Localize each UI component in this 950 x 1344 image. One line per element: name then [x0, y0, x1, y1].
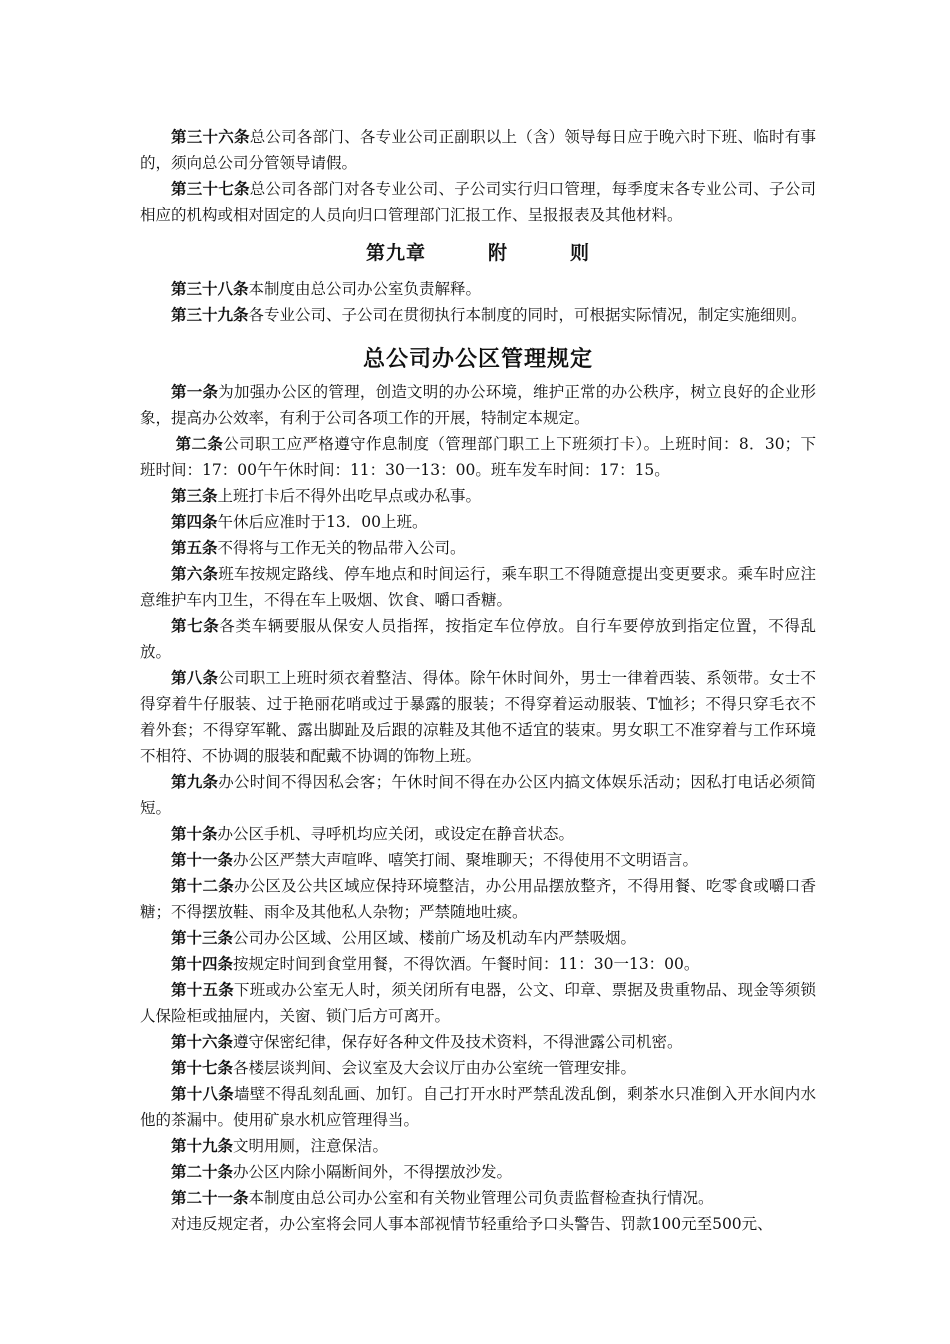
- article-text: 遵守保密纪律，保存好各种文件及技术资料，不得泄露公司机密。: [233, 1033, 683, 1051]
- article-number: 第十条: [171, 824, 218, 843]
- article-17: [140, 1055, 816, 1081]
- chapter-word-2: 则: [570, 242, 591, 264]
- article-text: 不得将与工作无关的物品带入公司。: [217, 539, 466, 557]
- article-18: [140, 1081, 816, 1133]
- article-number: 第六条: [171, 564, 219, 583]
- article-number: 第四条: [171, 512, 218, 531]
- article-11: [140, 847, 816, 873]
- article-21: [140, 1185, 816, 1211]
- article-number: 第三十七条: [171, 179, 250, 198]
- article-text: 公司职工应严格遵守作息制度（管理部门职工上下班须打卡）。上班时间：8．30；下班时间：17：00午午休时间：11：30一13：00。班车发车时间：17：15。: [140, 435, 816, 479]
- article-38: [140, 276, 816, 302]
- article-text: 班车按规定路线、停车地点和时间运行，乘车职工不得随意提出变更要求。乘车时应注意维护车内卫生，不得在车上吸烟、饮食、嚼口香糖。: [140, 565, 816, 609]
- document-page: [140, 124, 816, 1237]
- article-text: 公司办公区域、公用区域、楼前广场及机动车内严禁吸烟。: [233, 929, 637, 947]
- closing-paragraph: 对违反规定者，办公室将会同人事本部视情节轻重给予口头警告、罚款100元至500元、: [171, 1215, 773, 1233]
- chapter-number: 第九章: [365, 242, 426, 264]
- article-36: [140, 124, 816, 176]
- article-text: 公司职工上班时须衣着整洁、得体。除午休时间外，男士一律着西装、系领带。女士不得穿着牛仔服装、过于艳丽花哨或过于暴露的服装；不得穿着运动服装、T恤衫；不得只穿毛衣不着外套；不得穿军靴、露出脚趾及后跟的凉鞋及其他不适宜的装束。男女职工不准穿着与工作环境不相符、不协调的服装和配戴不协调的饰物上班。: [140, 669, 816, 765]
- article-text: 总公司各部门对各专业公司、子公司实行归口管理，每季度末各专业公司、子公司相应的机构或相对固定的人员向归口管理部门汇报工作、呈报报表及其他材料。: [140, 180, 816, 224]
- article-number: 第十四条: [171, 954, 234, 973]
- article-text: 总公司各部门、各专业公司正副职以上（含）领导每日应于晚六时下班、临时有事的，须向总公司分管领导请假。: [140, 128, 816, 172]
- article-text: 各类车辆要服从保安人员指挥，按指定车位停放。自行车要停放到指定位置，不得乱放。: [140, 617, 816, 661]
- article-number: 第十七条: [171, 1058, 234, 1077]
- article-text: 各楼层谈判间、会议室及大会议厅由办公室统一管理安排。: [233, 1059, 637, 1077]
- article-text: 为加强办公区的管理，创造文明的办公环境，维护正常的办公秩序，树立良好的企业形象，提高办公效率，有利于公司各项工作的开展，特制定本规定。: [140, 383, 816, 427]
- article-number: 第三十八条: [171, 279, 249, 298]
- article-14: [140, 951, 816, 977]
- article-number: 第三十九条: [171, 305, 249, 324]
- article-1: [140, 379, 816, 431]
- article-39: [140, 302, 816, 328]
- article-9: [140, 769, 816, 821]
- article-text: 办公区内除小隔断间外，不得摆放沙发。: [233, 1163, 513, 1181]
- article-number: 第二十条: [171, 1162, 234, 1181]
- article-37: [140, 176, 816, 228]
- article-3: [140, 483, 816, 509]
- article-number: 第十九条: [171, 1136, 234, 1155]
- article-number: 第十二条: [171, 876, 234, 895]
- article-text: 上班打卡后不得外出吃早点或办私事。: [217, 487, 482, 505]
- article-text: 午休后应准时于13．00上班。: [217, 513, 428, 531]
- article-13: [140, 925, 816, 951]
- article-number: 第十五条: [171, 980, 234, 999]
- article-number: 第二条: [175, 434, 224, 453]
- document-title: 总公司办公区管理规定: [362, 346, 593, 372]
- article-number: 第十一条: [171, 850, 234, 869]
- article-19: [140, 1133, 816, 1159]
- article-number: 第七条: [171, 616, 220, 635]
- article-number: 第十八条: [171, 1084, 234, 1103]
- article-8: [140, 665, 816, 769]
- article-text: 下班或办公室无人时，须关闭所有电器，公文、印章、票据及贵重物品、现金等须锁人保险柜或抽屉内，关窗、锁门后方可离开。: [140, 981, 816, 1025]
- article-number: 第九条: [171, 772, 219, 791]
- article-text: 办公区严禁大声喧哗、嘻笑打闹、聚堆聊天；不得使用不文明语言。: [233, 851, 699, 869]
- article-text: 办公时间不得因私会客；午休时间不得在办公区内搞文体娱乐活动；因私打电话必须简短。: [140, 773, 816, 817]
- article-15: [140, 977, 816, 1029]
- article-text: 墙壁不得乱刻乱画、加钉。自己打开水时严禁乱泼乱倒，剩茶水只准倒入开水间内水他的茶漏中。使用矿泉水机应管理得当。: [140, 1085, 816, 1129]
- article-number: 第十六条: [171, 1032, 234, 1051]
- article-16: [140, 1029, 816, 1055]
- article-7: [140, 613, 816, 665]
- article-text: 各专业公司、子公司在贯彻执行本制度的同时，可根据实际情况，制定实施细则。: [248, 306, 807, 324]
- article-number: 第一条: [171, 382, 219, 401]
- article-6: [140, 561, 816, 613]
- article-text: 办公区手机、寻呼机均应关闭，或设定在静音状态。: [217, 825, 575, 843]
- article-text: 本制度由总公司办公室负责解释。: [248, 280, 482, 298]
- article-number: 第三条: [171, 486, 218, 505]
- article-5: [140, 535, 816, 561]
- article-number: 第八条: [171, 668, 219, 687]
- article-text: 本制度由总公司办公室和有关物业管理公司负责监督检查执行情况。: [248, 1189, 714, 1207]
- article-text: 文明用厕，注意保洁。: [233, 1137, 389, 1155]
- article-number: 第五条: [171, 538, 218, 557]
- article-number: 第三十六条: [171, 127, 250, 146]
- article-text: 按规定时间到食堂用餐，不得饮酒。午餐时间：11：30一13：00。: [233, 955, 700, 973]
- article-12: [140, 873, 816, 925]
- chapter-heading: [140, 238, 816, 265]
- chapter-word-1: 附: [487, 242, 508, 264]
- article-text: 办公区及公共区域应保持环境整洁，办公用品摆放整齐，不得用餐、吃零食或嚼口香糖；不得摆放鞋、雨伞及其他私人杂物；严禁随地吐痰。: [140, 877, 816, 921]
- article-4: [140, 509, 816, 535]
- article-number: 第十三条: [171, 928, 234, 947]
- article-20: [140, 1159, 816, 1185]
- article-2: [140, 431, 816, 483]
- article-number: 第二十一条: [171, 1188, 249, 1207]
- article-10: [140, 821, 816, 847]
